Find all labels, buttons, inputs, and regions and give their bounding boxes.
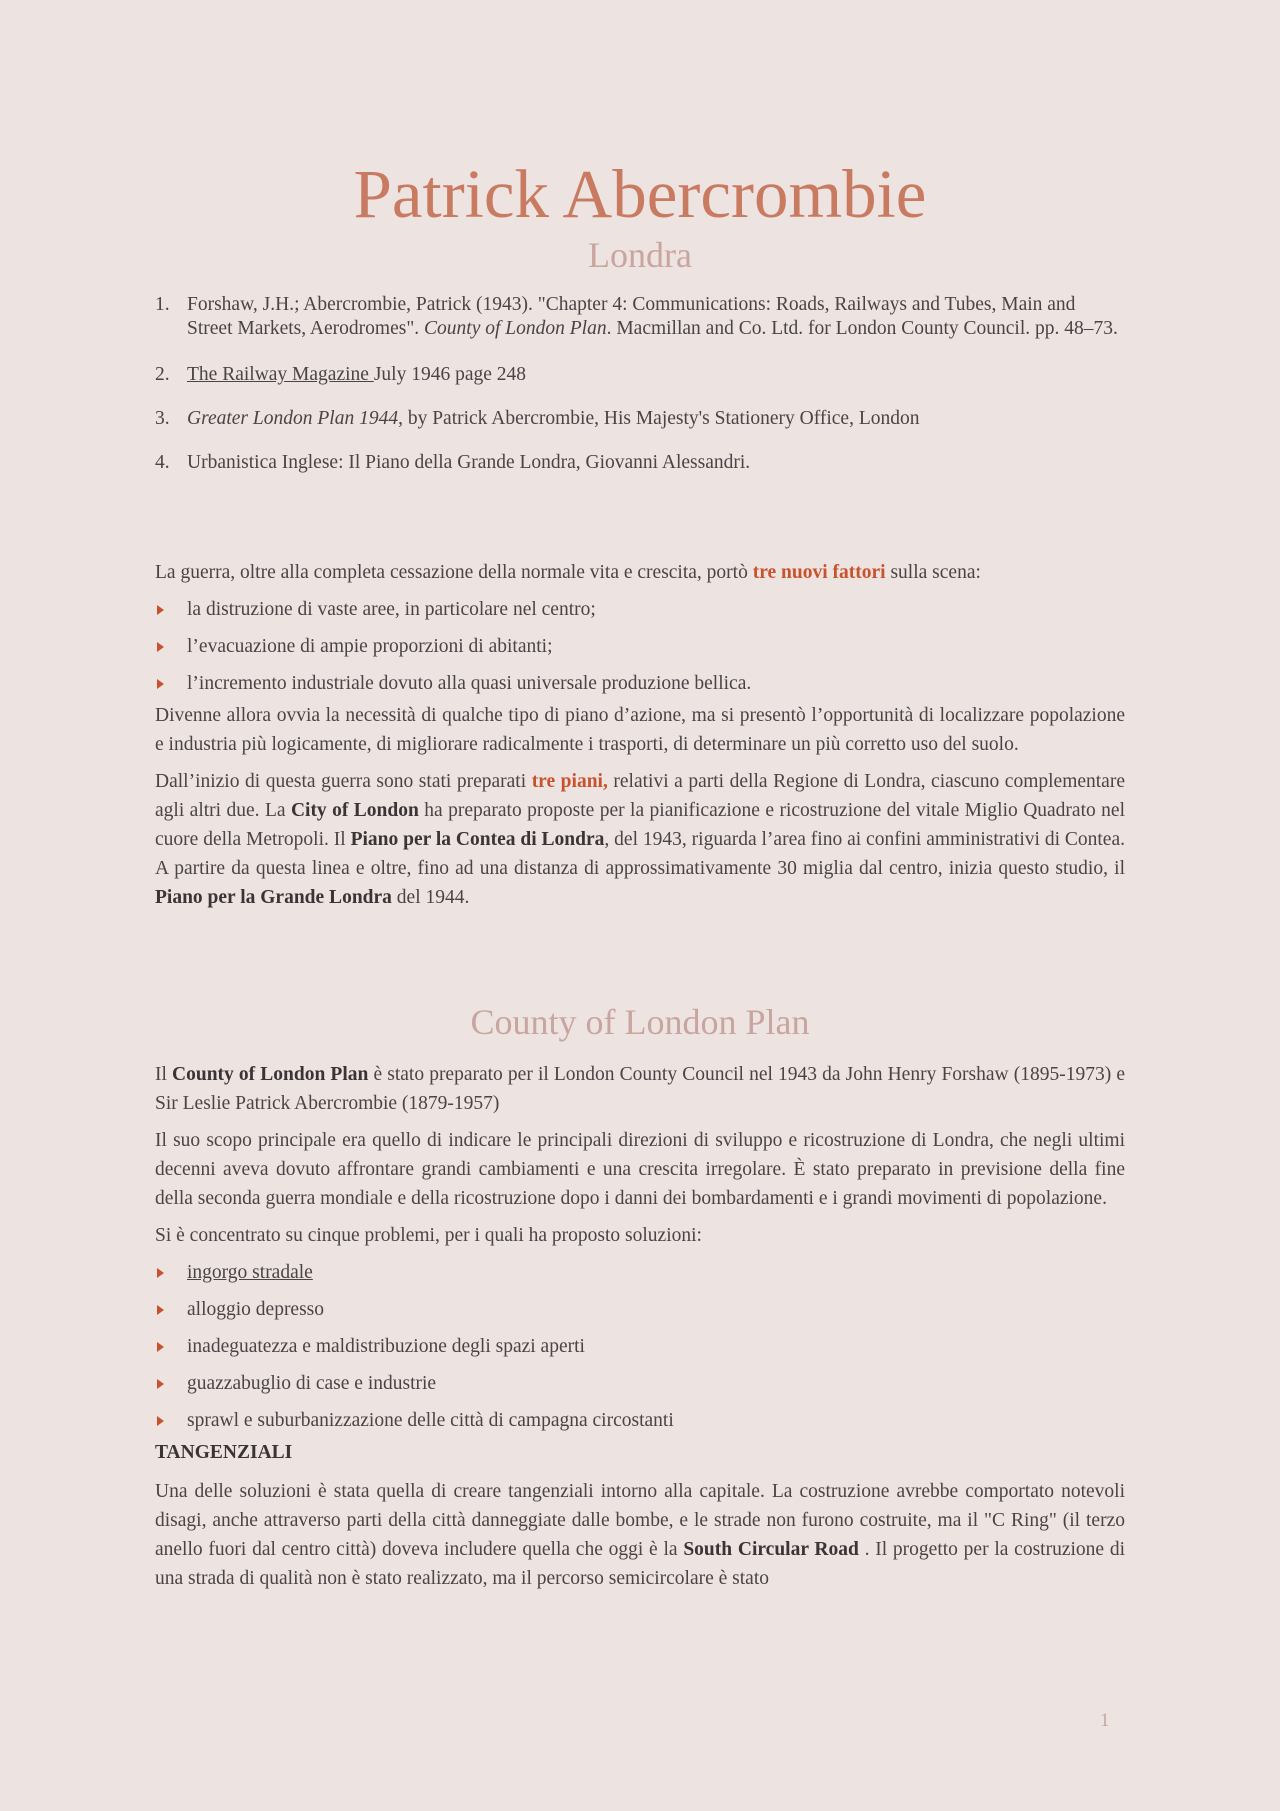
intro-highlight: tre nuovi fattori (752, 562, 886, 583)
bullet-triangle-icon (157, 1416, 164, 1426)
list-item-text: sprawl e suburbanizzazione delle città di campagna circostanti (187, 1410, 674, 1431)
reference-item (155, 451, 1125, 475)
bullet-triangle-icon (157, 679, 164, 689)
reference-title: County of London Plan (424, 318, 607, 339)
reference-text: Forshaw, J.H.; Abercrombie, Patrick (1943). "Chapter 4: Communications: Roads, Railways and Tubes, Main and Street Markets, Aerodromes". (187, 294, 1076, 339)
bullet-triangle-icon (157, 1342, 164, 1352)
paragraph-text: Il (155, 1064, 173, 1085)
paragraph-bold: South Circular Road (683, 1539, 859, 1560)
bullet-triangle-icon (157, 642, 164, 652)
page-number: 1 (1100, 1710, 1110, 1731)
reference-number: 1. (155, 294, 170, 315)
paragraph-text: Una delle soluzioni è stata quella di creare tangenziali intorno alla capitale. La costruzione avrebbe comportato notevoli disagi, anche attraverso parti della città danneggiate dalle bombe, e le strade non furono costruite, ma il "C Ring" (il terzo anello fuori dal centro città) doveva includere quella che oggi è la (155, 1481, 1125, 1560)
paragraph-text: relativi a parti della Regione di Londra, ciascuno complementare agli altri due. La (155, 771, 1125, 821)
paragraph-text: del 1944. (391, 887, 470, 908)
section-heading: County of London Plan (470, 1002, 810, 1042)
reference-item (155, 407, 1125, 431)
paragraph-bold: City of London (290, 800, 419, 821)
county-paragraph: Il suo scopo principale era quello di indicare le principali direzioni di sviluppo e ricostruzione di Londra, che negli ultimi decenni aveva dovuto affrontare grandi cambiamenti e una crescita irregolare. È stato preparato in previsione della fine della seconda guerra mondiale e della ricostruzione dopo i danni dei bombardamenti e i grandi movimenti di popolazione. (155, 1130, 1125, 1209)
bullet-triangle-icon (157, 1268, 164, 1278)
tangenziali-heading: TANGENZIALI (155, 1442, 293, 1463)
list-item (155, 669, 1125, 701)
document-page (155, 0, 1125, 1811)
reference-item (155, 363, 1125, 387)
bullet-triangle-icon (157, 1305, 164, 1315)
bullet-triangle-icon (157, 605, 164, 615)
paragraph-need: Divenne allora ovvia la necessità di qualche tipo di piano d’azione, ma si presentò l’opportunità di localizzare popolazione e industria più logicamente, di migliorare radicalmente i trasporti, di determinare un più corretto uso del suolo. (155, 705, 1125, 755)
bullet-triangle-icon (157, 1379, 164, 1389)
list-item-text: la distruzione di vaste aree, in particolare nel centro; (187, 599, 596, 620)
list-item (155, 1369, 1125, 1406)
list-item (155, 595, 1125, 632)
reference-text: July 1946 page 248 (373, 364, 527, 385)
county-section (155, 1060, 1125, 1601)
paragraph-text: . Il progetto per la costruzione di una strada di qualità non è stato realizzato, ma il percorso semicircolare è stato (155, 1539, 1125, 1589)
list-item-text: guazzabuglio di case e industrie (187, 1373, 437, 1394)
list-item-text: l’evacuazione di ampie proporzioni di abitanti; (187, 636, 553, 657)
reference-number: 4. (155, 452, 170, 473)
county-paragraph: Si è concentrato su cinque problemi, per i quali ha proposto soluzioni: (155, 1225, 702, 1246)
reference-item (155, 293, 1125, 341)
paragraph-plans (155, 767, 1125, 912)
reference-title: Greater London Plan 1944 (187, 408, 399, 429)
list-item (155, 632, 1125, 669)
list-item (155, 1258, 1125, 1295)
page-title: Patrick Abercrombie (353, 156, 927, 232)
reference-text: , by Patrick Abercrombie, His Majesty's Stationery Office, London (398, 408, 920, 429)
paragraph-bold: County of London Plan (172, 1064, 369, 1085)
paragraph-bold: Piano per la Contea di Londra (350, 829, 605, 850)
tangenziali-paragraph (155, 1477, 1125, 1593)
list-item-text: l’incremento industriale dovuto alla quasi universale produzione bellica. (187, 673, 752, 694)
list-item (155, 1295, 1125, 1332)
list-item (155, 1406, 1125, 1438)
reference-number: 2. (155, 364, 170, 385)
paragraph-text: è stato preparato per il London County Council nel 1943 da John Henry Forshaw (1895-1973) e Sir Leslie Patrick Abercrombie (1879-1957) (155, 1064, 1125, 1114)
reference-link[interactable]: The Railway Magazine (187, 364, 374, 385)
reference-text: Urbanistica Inglese: Il Piano della Grande Londra, Giovanni Alessandri. (187, 452, 751, 473)
paragraph-text: ha preparato proposte per la pianificazione e ricostruzione del vitale Miglio Quadrato nel cuore della Metropoli. Il (155, 800, 1125, 850)
paragraph-text: , del 1943, riguarda l’area fino ai confini amministrativi di Contea. A partire da questa linea e oltre, fino ad una distanza di approssimativamente 30 miglia dal centro, inizia questo studio, il (155, 829, 1125, 879)
problems-list (155, 1258, 1125, 1438)
intro-text: La guerra, oltre alla completa cessazione della normale vita e crescita, portò (155, 562, 753, 583)
page-subtitle: Londra (588, 235, 692, 275)
paragraph-highlight: tre piani, (531, 771, 608, 792)
list-item-text: inadeguatezza e maldistribuzione degli spazi aperti (187, 1336, 585, 1357)
list-item (155, 1332, 1125, 1369)
paragraph-text: Dall’inizio di questa guerra sono stati preparati (155, 771, 532, 792)
intro-paragraph (155, 558, 1125, 587)
intro-text: sulla scena: (885, 562, 981, 583)
factors-list (155, 595, 1125, 701)
problem-link[interactable]: ingorgo stradale (187, 1262, 313, 1283)
references-list (155, 293, 1125, 495)
main-text (155, 558, 1125, 920)
county-paragraph (155, 1060, 1125, 1118)
list-item-text: alloggio depresso (187, 1299, 325, 1320)
reference-text: . Macmillan and Co. Ltd. for London County Council. pp. 48–73. (606, 318, 1118, 339)
reference-number: 3. (155, 408, 170, 429)
paragraph-bold: Piano per la Grande Londra (155, 887, 392, 908)
